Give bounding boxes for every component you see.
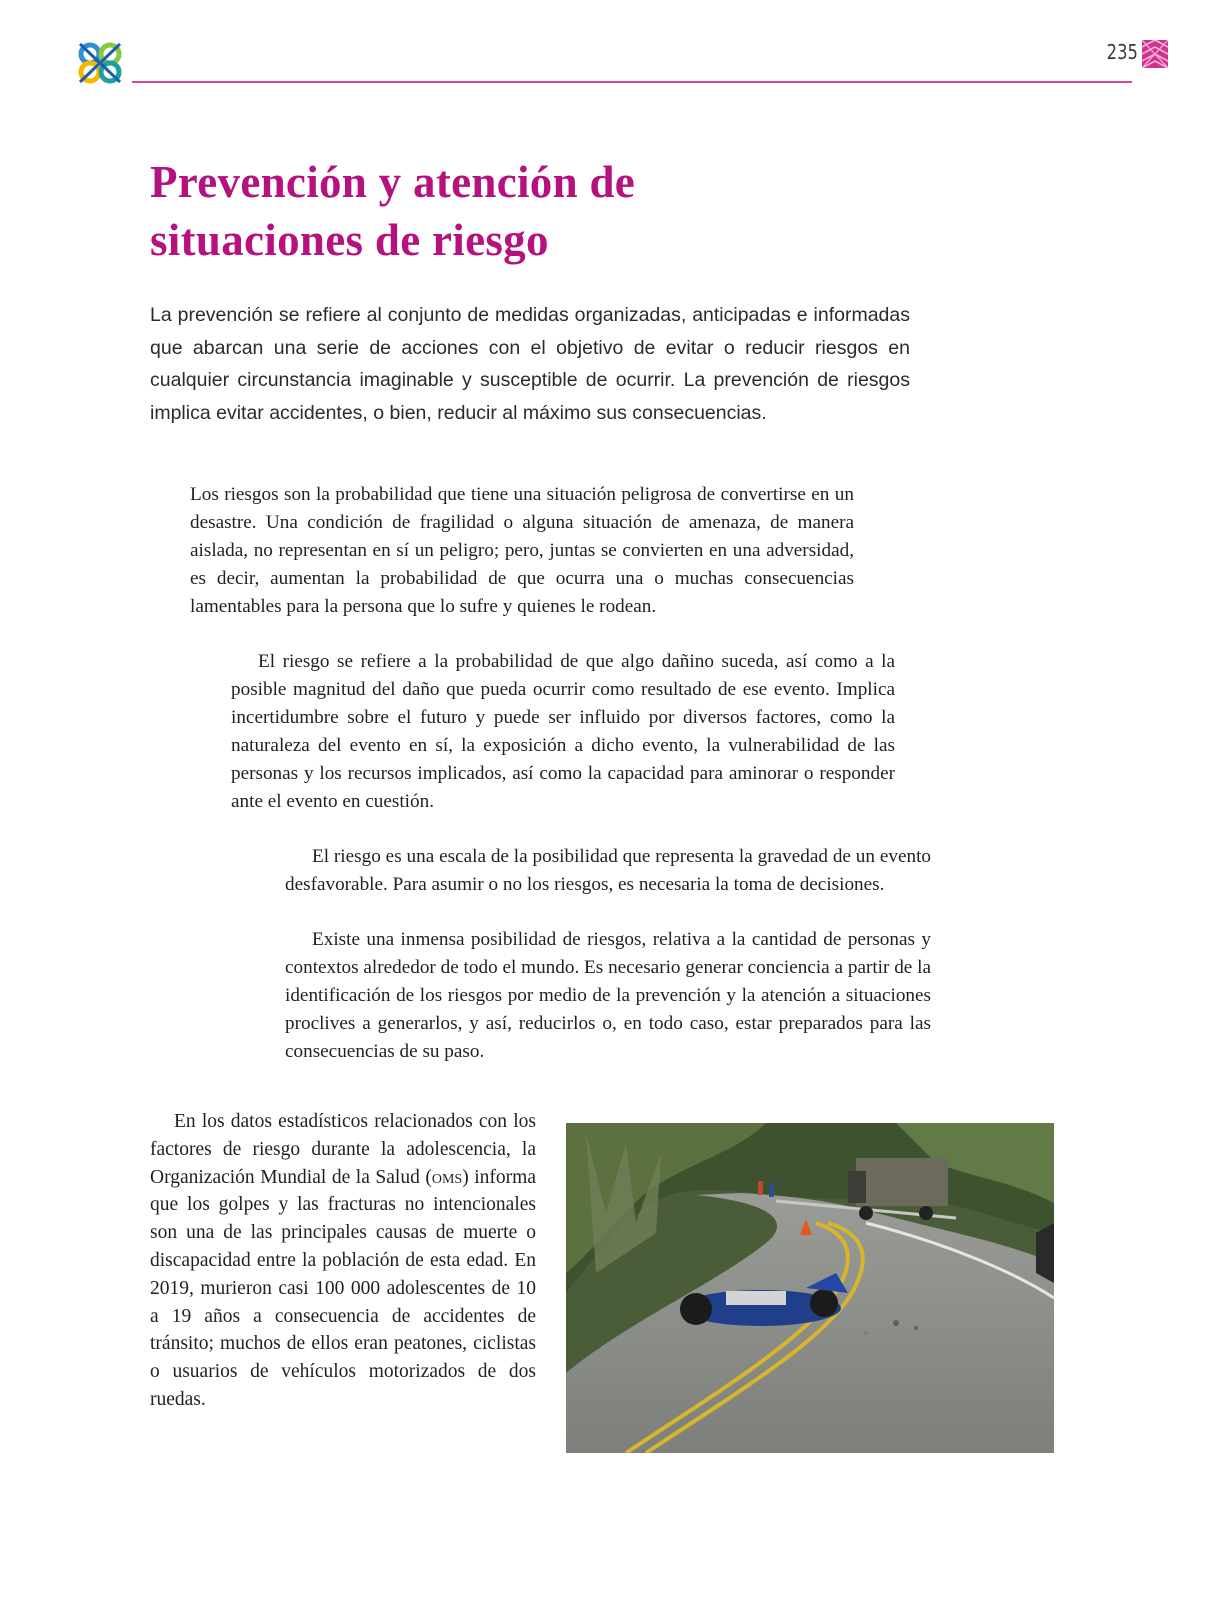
header-rule xyxy=(132,81,1132,83)
paragraph-estadisticas-oms xyxy=(150,1108,536,1414)
paragraph-riesgo-dano: El riesgo se refiere a la probabilidad de que algo dañino suceda, así como a la posible magnitud del daño que pueda ocurrir como resultado de ese evento. Implica incertidumbre sobre el futuro y puede ser influido por diversos factores, como la naturaleza del evento en sí, la exposición a dicho evento, la vulnerabilidad de las personas y los recursos implicados, así como la capacidad para aminorar o responder ante el evento en cuestión. xyxy=(231,651,895,812)
title-line-2: situaciones de riesgo xyxy=(150,215,549,265)
interlaced-rings-logo-icon xyxy=(76,40,124,86)
paragraph-riesgos-probabilidad: Los riesgos son la probabilidad que tiene una situación peligrosa de convertirse en un desastre. Una condición de fragilidad o alguna situación de amenaza, de manera aislada, no representan en sí un peligro; pero, juntas se convierten en una adversidad, es decir, aumentan la probabilidad de que ocurra una o muchas consecuencias lamentables para la persona que lo sufre y quienes le rodean. xyxy=(190,484,854,617)
paragraph-riesgo-escala: El riesgo es una escala de la posibilidad que representa la gravedad de un evento desfavorable. Para asumir o no los riesgos, es necesaria la toma de decisiones. xyxy=(285,846,931,895)
title-line-1: Prevención y atención de xyxy=(150,157,636,207)
oms-text-after: ) informa que los golpes y las fracturas no intencionales son una de las principales causas de muerte o discapacidad entre la población de esta edad. En 2019, murieron casi 100 000 adolescentes de 10 a 19 años a consecuencia de accidentes de tránsito; muchos de ellos eran peatones, ciclistas o usuarios de vehículos motorizados de dos ruedas. xyxy=(150,1166,536,1410)
oms-text-before: En los datos estadísticos relacionados con los factores de riesgo durante la adolescencia, la Organización Mundial de la Salud ( xyxy=(150,1111,536,1188)
intro-paragraph: La prevención se refiere al conjunto de medidas organizadas, anticipadas e informadas que abarcan una serie de acciones con el objetivo de evitar o reducir riesgos en cualquier circunstancia imaginable y susceptible de ocurrir. La prevención de riesgos implica evitar accidentes, o bien, reducir al máximo sus consecuencias. xyxy=(150,304,910,424)
page-title xyxy=(150,153,950,269)
page-number: 235 xyxy=(1106,40,1138,64)
woven-pattern-icon xyxy=(1142,40,1168,68)
paragraph-riesgos-posibilidad: Existe una inmensa posibilidad de riesgos, relativa a la cantidad de personas y contextos alrededor de todo el mundo. Es necesario generar conciencia a partir de la identificación de los riesgos por medio de la prevención y la atención a situaciones proclives a generarlos, y así, reducirlos o, en todo caso, estar preparados para las consecuencias de su paso. xyxy=(285,929,931,1062)
accident-photo xyxy=(566,1123,1054,1453)
oms-acronym: oms xyxy=(431,1166,463,1188)
